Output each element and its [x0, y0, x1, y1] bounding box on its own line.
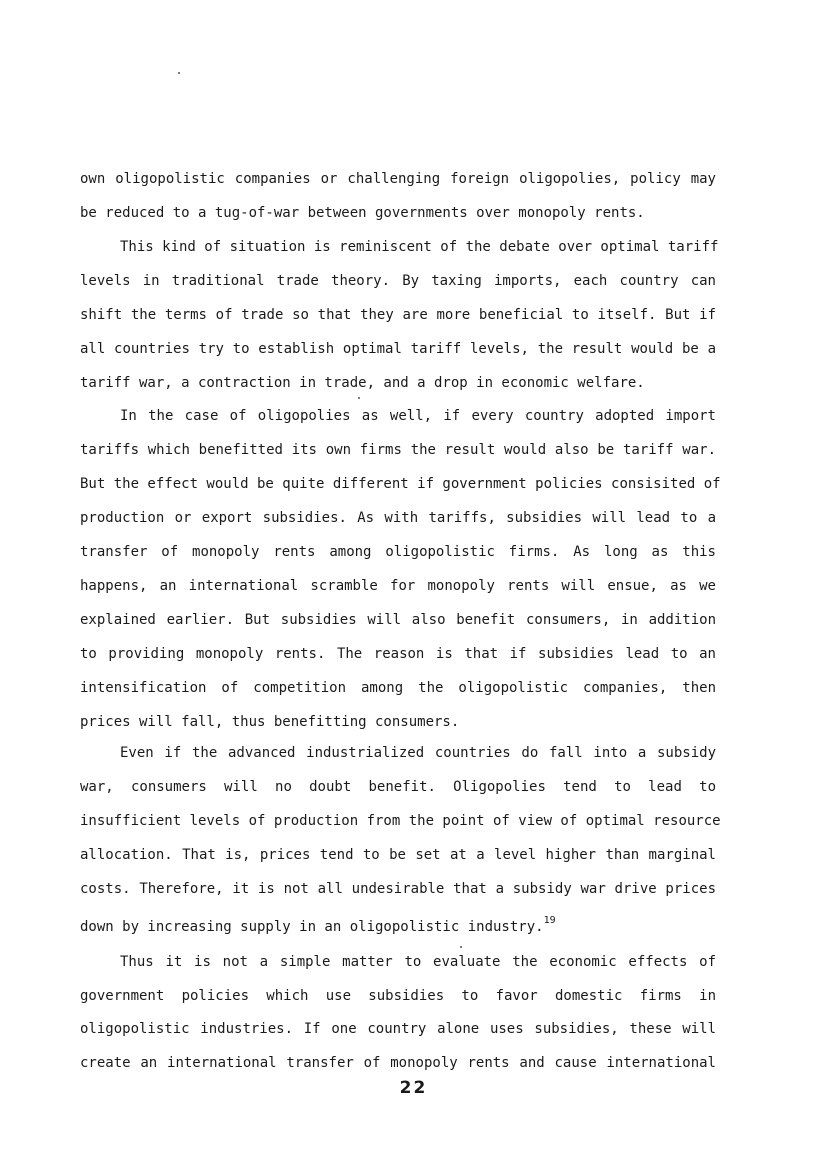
text-line: Even if the advanced industrialized countries do fall into a subsidy	[120, 745, 716, 761]
text-line: war, consumers will no doubt benefit. Oligopolies tend to lead to	[80, 779, 716, 795]
text-line: In the case of oligopolies as well, if every country adopted import	[120, 408, 716, 424]
text-line: government policies which use subsidies to favor domestic firms in	[80, 988, 716, 1004]
text-line: insufficient levels of production from the point of view of optimal resource	[80, 813, 721, 829]
text-line: costs. Therefore, it is not all undesirable that a subsidy war drive prices	[80, 881, 716, 897]
text-line: Thus it is not a simple matter to evaluate the economic effects of	[120, 954, 716, 970]
text-line: to providing monopoly rents. The reason is that if subsidies lead to an	[80, 646, 716, 662]
text-line: allocation. That is, prices tend to be set at a level higher than marginal	[80, 847, 716, 863]
text-line: create an international transfer of monopoly rents and cause international	[80, 1055, 716, 1071]
page-number: 22	[399, 1078, 428, 1098]
text-line: This kind of situation is reminiscent of the debate over optimal tariff	[120, 239, 719, 255]
text-line: production or export subsidies. As with tariffs, subsidies will lead to a	[80, 510, 716, 526]
text-line: own oligopolistic companies or challenging foreign oligopolies, policy may	[80, 171, 716, 187]
text-line: levels in traditional trade theory. By taxing imports, each country can	[80, 273, 716, 289]
footnote-reference: 19	[543, 915, 556, 926]
text-line: But the effect would be quite different if government policies consisited of	[80, 476, 721, 492]
text-line: tariffs which benefitted its own firms the result would also be tariff war.	[80, 442, 716, 458]
text-line: intensification of competition among the oligopolistic companies, then	[80, 680, 716, 696]
text-line: happens, an international scramble for monopoly rents will ensue, as we	[80, 578, 716, 594]
text-line: transfer of monopoly rents among oligopolistic firms. As long as this	[80, 544, 716, 560]
text-line: prices will fall, thus benefitting consumers.	[80, 714, 460, 730]
text-line: shift the terms of trade so that they are more beneficial to itself. But if	[80, 307, 716, 323]
text-line: tariff war, a contraction in trade, and a drop in economic welfare.	[80, 375, 645, 391]
text-line: oligopolistic industries. If one country alone uses subsidies, these will	[80, 1021, 716, 1037]
scan-speck	[358, 397, 360, 399]
scan-speck	[460, 946, 462, 948]
text-line: down by increasing supply in an oligopolistic industry.	[80, 919, 544, 935]
scan-speck	[178, 72, 180, 74]
text-line: explained earlier. But subsidies will also benefit consumers, in addition	[80, 612, 716, 628]
text-line: all countries try to establish optimal tariff levels, the result would be a	[80, 341, 716, 357]
text-line-with-footnote	[80, 915, 716, 936]
text-line: be reduced to a tug-of-war between governments over monopoly rents.	[80, 205, 645, 221]
